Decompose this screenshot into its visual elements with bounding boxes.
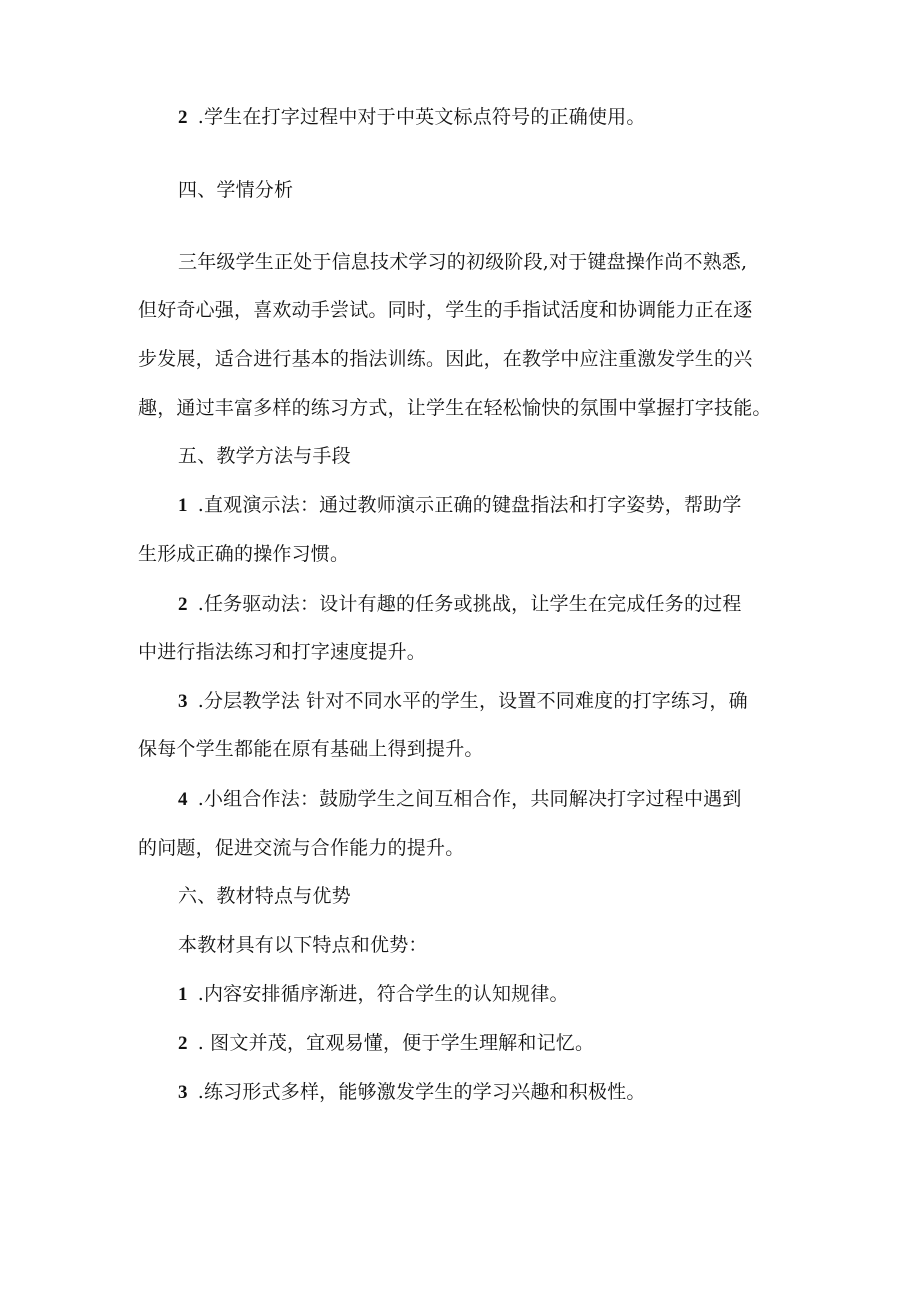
paragraph-line: 三年级学生正处于信息技术学习的初级阶段,对于键盘操作尚不熟悉, <box>178 251 748 273</box>
feature-item <box>178 982 569 1007</box>
method-continuation: 的问题，促进交流与合作能力的提升。 <box>138 837 465 859</box>
list-number: 3 <box>178 691 188 712</box>
list-number: 1 <box>178 984 188 1005</box>
list-number: 4 <box>178 789 188 810</box>
feature-item <box>178 1031 594 1056</box>
list-number: 3 <box>178 1082 188 1103</box>
feature-text: .练习形式多样，能够激发学生的学习兴趣和积极性。 <box>197 1081 646 1103</box>
section-heading-teaching-methods: 五、教学方法与手段 <box>178 445 351 467</box>
method-continuation: 生形成正确的操作习惯。 <box>138 543 350 565</box>
feature-text: .内容安排循序渐进，符合学生的认知规律。 <box>197 983 569 1005</box>
method-line <box>178 787 742 812</box>
section-intro: 本教材具有以下特点和优势： <box>178 934 428 956</box>
list-number: 1 <box>178 495 188 516</box>
section-heading-textbook-features: 六、教材特点与优势 <box>178 885 351 907</box>
method-text: .小组合作法：鼓励学生之间互相合作，共同解决打字过程中遇到 <box>197 788 742 810</box>
section-heading-learner-analysis: 四、学情分析 <box>178 179 294 201</box>
list-item-student-punctuation <box>178 105 646 130</box>
list-number: 2 <box>178 107 188 128</box>
list-number: 2 <box>178 1033 188 1054</box>
list-text: .学生在打字过程中对于中英文标点符号的正确使用。 <box>197 106 646 128</box>
method-text: .任务驱动法：设计有趣的任务或挑战，让学生在完成任务的过程 <box>197 593 742 615</box>
method-line <box>178 592 742 617</box>
method-line <box>178 689 748 714</box>
method-continuation: 保每个学生都能在原有基础上得到提升。 <box>138 738 484 760</box>
method-text: .直观演示法：通过教师演示正确的键盘指法和打字姿势，帮助学 <box>197 494 742 516</box>
paragraph-line: 趣，通过丰富多样的练习方式，让学生在轻松愉快的氛围中掌握打字技能。 <box>138 397 772 419</box>
method-continuation: 中进行指法练习和打字速度提升。 <box>138 641 427 663</box>
list-number: 2 <box>178 594 188 615</box>
feature-text: . 图文并茂，宜观易懂，便于学生理解和记忆。 <box>197 1032 595 1054</box>
paragraph-line: 但好奇心强，喜欢动手尝试。同时，学生的手指试活度和协调能力正在逐 <box>138 299 753 321</box>
method-line <box>178 493 742 518</box>
feature-item <box>178 1080 646 1105</box>
paragraph-line: 步发展，适合进行基本的指法训练。因此，在教学中应注重激发学生的兴 <box>138 348 753 370</box>
method-text: .分层教学法 针对不同水平的学生，设置不同难度的打字练习，确 <box>197 690 748 712</box>
